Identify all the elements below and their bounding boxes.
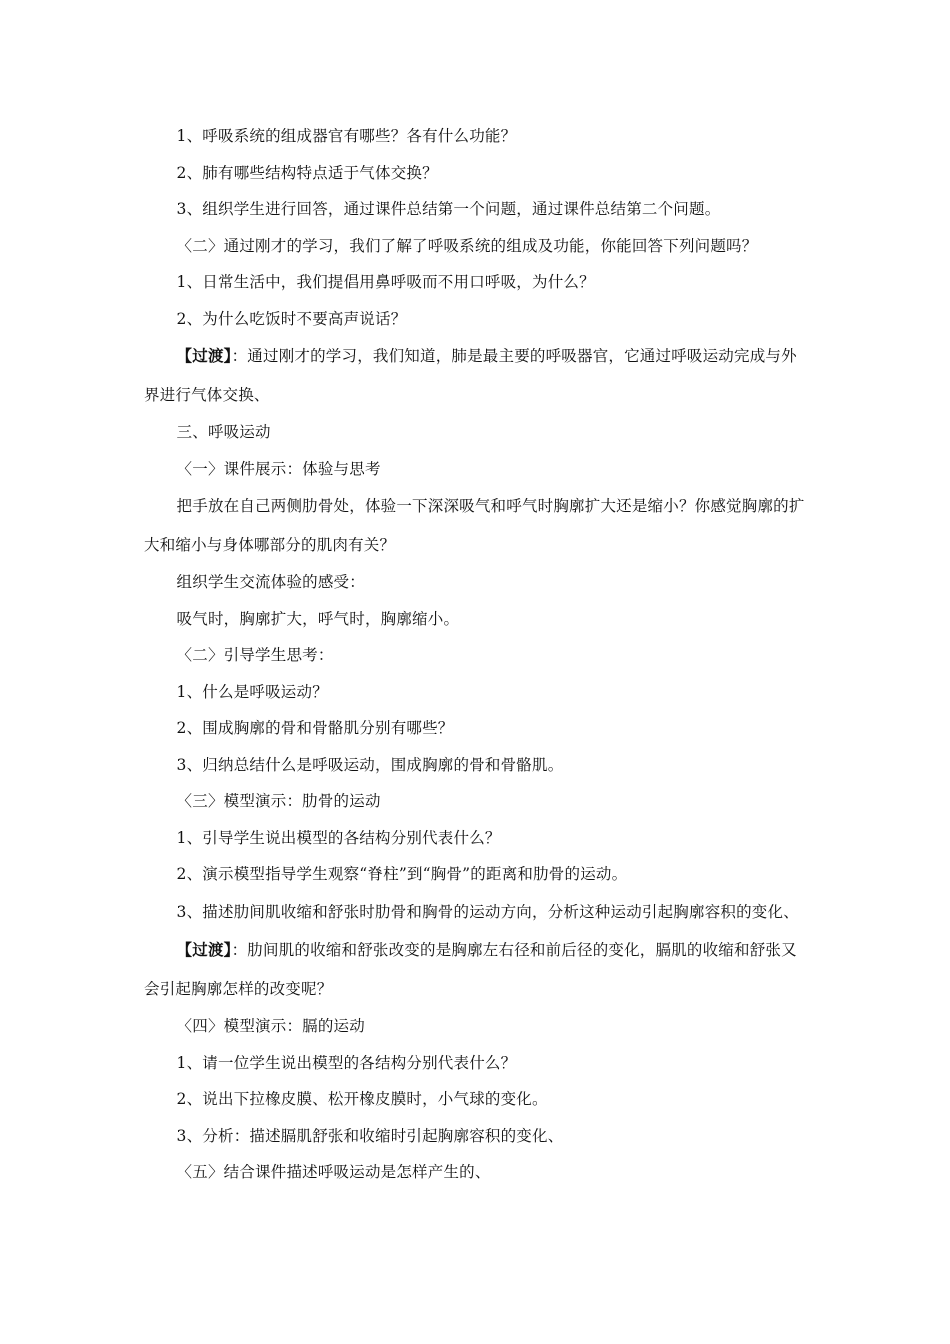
transition-text: ：通过刚才的学习，我们知道，肺是最主要的呼吸器官，它通过呼吸运动完成与外界进行气体交换、 bbox=[144, 347, 797, 404]
paragraph-3: 3、组织学生进行回答，通过课件总结第一个问题，通过课件总结第二个问题。 bbox=[176, 200, 721, 218]
document-body bbox=[144, 118, 810, 1191]
paragraph-13: 1、什么是呼吸运动？ bbox=[176, 682, 328, 701]
paragraph-17: 1、引导学生说出模型的各结构分别代表什么？ bbox=[176, 828, 501, 847]
paragraph-4: 〈二〉通过刚才的学习，我们了解了呼吸系统的组成及功能，你能回答下列问题吗？ bbox=[176, 236, 758, 255]
paragraph-19: 3、描述肋间肌收缩和舒张时肋骨和胸骨的运动方向，分析这种运动引起胸廓容积的变化、 bbox=[176, 902, 799, 921]
paragraph-14: 2、围成胸廓的骨和骨骼肌分别有哪些？ bbox=[176, 719, 454, 737]
paragraph-transition-2 bbox=[144, 931, 810, 1008]
paragraph-15: 3、归纳总结什么是呼吸运动，围成胸廓的骨和骨骼肌。 bbox=[176, 755, 564, 774]
paragraph-1: 1、呼吸系统的组成器官有哪些？各有什么功能？ bbox=[176, 127, 517, 145]
paragraph-transition-1 bbox=[144, 337, 810, 414]
paragraph-11: 吸气时，胸廓扩大，呼气时，胸廓缩小。 bbox=[176, 609, 460, 628]
paragraph-24: 3、分析：描述膈肌舒张和收缩时引起胸廓容积的变化、 bbox=[176, 1126, 564, 1145]
section-heading-breathing: 三、呼吸运动 bbox=[176, 423, 271, 441]
paragraph-23: 2、说出下拉橡皮膜、松开橡皮膜时，小气球的变化。 bbox=[176, 1090, 548, 1108]
paragraph-9: 把手放在自己两侧肋骨处，体验一下深深吸气和呼气时胸廓扩大还是缩小？你感觉胸廓的扩大和缩小与身体哪部分的肌肉有关？ bbox=[144, 497, 805, 554]
paragraph-10: 组织学生交流体验的感受： bbox=[176, 573, 365, 591]
paragraph-21: 〈四〉模型演示：膈的运动 bbox=[176, 1017, 365, 1035]
paragraph-16: 〈三〉模型演示：肋骨的运动 bbox=[176, 792, 381, 810]
paragraph-25: 〈五〉结合课件描述呼吸运动是怎样产生的、 bbox=[176, 1163, 491, 1181]
transition-text: ：肋间肌的收缩和舒张改变的是胸廓左右径和前后径的变化，膈肌的收缩和舒张又会引起胸廓怎样的改变呢？ bbox=[144, 941, 797, 998]
paragraph-18: 2、演示模型指导学生观察“脊柱”到“胸骨”的距离和肋骨的运动。 bbox=[176, 865, 628, 883]
paragraph-5: 1、日常生活中，我们提倡用鼻呼吸而不用口呼吸，为什么？ bbox=[176, 273, 595, 291]
paragraph-22: 1、请一位学生说出模型的各结构分别代表什么？ bbox=[176, 1053, 517, 1072]
transition-label: 【过渡】 bbox=[176, 346, 232, 365]
transition-label: 【过渡】 bbox=[176, 940, 232, 959]
paragraph-2: 2、肺有哪些结构特点适于气体交换？ bbox=[176, 163, 438, 182]
paragraph-12: 〈二〉引导学生思考： bbox=[176, 646, 334, 664]
paragraph-8: 〈一〉课件展示：体验与思考 bbox=[176, 459, 381, 478]
paragraph-6: 2、为什么吃饭时不要高声说话？ bbox=[176, 309, 407, 328]
